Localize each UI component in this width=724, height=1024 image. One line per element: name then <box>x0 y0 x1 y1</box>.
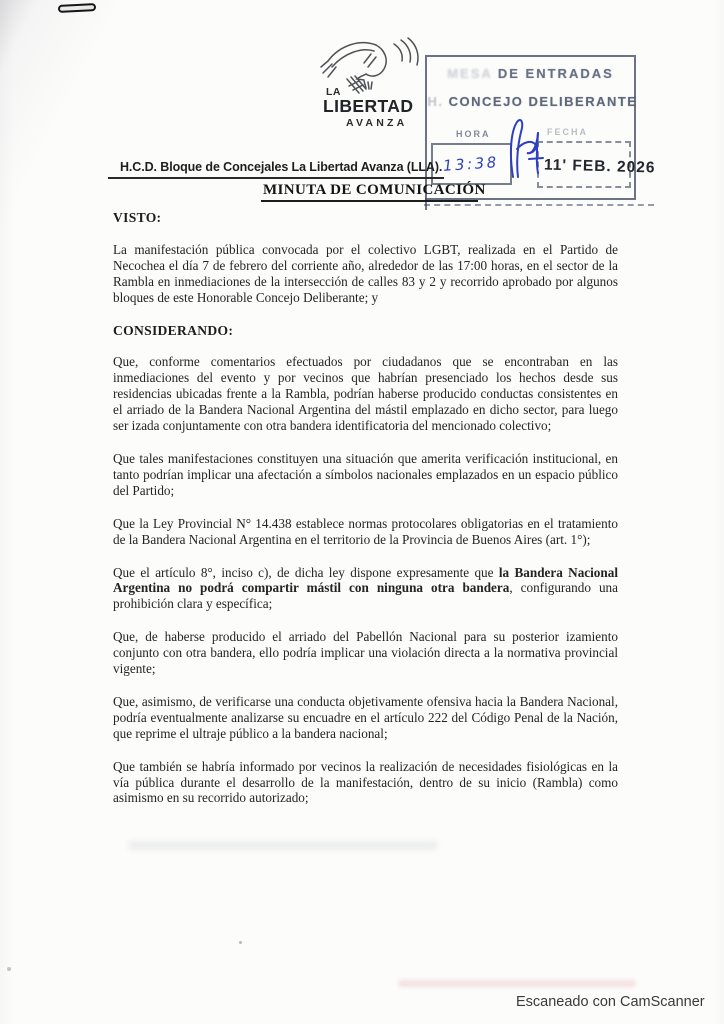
body-paragraph: Que, asimismo, de verificarse una conducta objetivamente ofensiva hacia la Bandera Nacional, podría eventualmente analizarse su encuadre en el artículo 222 del Código Penal de la Nación, que reprime el ultraje público a la bandera nacional; <box>113 693 618 741</box>
stamp-hora-label: HORA <box>456 129 491 139</box>
logo-text-avanza: AVANZA <box>346 117 408 129</box>
stamp-fecha-box <box>537 141 656 188</box>
stamp-fecha-label: FECHA <box>547 127 588 137</box>
body-paragraph: Que también se habría informado por vecinos la realización de necesidades fisiológicas en la vía pública durante el desarrollo de la manifestación, dentro de su inicio (Rambla) como asimismo en su recorrido autorizado; <box>113 758 618 806</box>
body-paragraph: Que tales manifestaciones constituyen una situación que amerita verificación institucional, en tanto podrían implicar una afectación a símbolos nacionales emplazados en un espacio público del Partido; <box>113 450 618 498</box>
body-paragraph: Que la Ley Provincial N° 14.438 establece normas protocolares obligatorias en el tratamiento de la Bandera Nacional Argentina en el territorio de la Provincia de Buenos Aires (art. 1°); <box>113 515 618 547</box>
visto-label: VISTO: <box>113 210 162 225</box>
scan-speck <box>239 941 242 944</box>
stamp-line1: MESA DE ENTRADAS <box>447 66 614 81</box>
document-body <box>113 210 618 823</box>
office-header-underline <box>108 177 444 179</box>
body-paragraph: Que el artículo 8°, inciso c), de dicha ley dispone expresamente que la Bandera Nacional Argentina no podrá compartir mástil con ninguna otra bandera, configurando una prohibición clara y específica; <box>113 564 618 612</box>
party-logo <box>313 36 425 138</box>
considerando-label: CONSIDERANDO: <box>113 322 234 338</box>
logo-text-libertad: LIBERTAD <box>323 96 414 116</box>
pen-mark-artifact <box>58 3 96 13</box>
body-paragraph: Que, de haberse producido el arriado del Pabellón Nacional para su posterior izamiento conjunto con otra bandera, ello podría implicar una violación directa a la normativa provincial vigente; <box>113 629 618 677</box>
date-stamp: 11' FEB. 2026 <box>543 156 656 177</box>
entry-stamp <box>425 55 656 200</box>
visto-paragraph: La manifestación pública convocada por el colectivo LGBT, realizada en el Partido de Necochea el día 7 de febrero del corriente año, alrededor de las 17:00 horas, en el sector de la Rambla en inmediaciones de la intersección de calles 83 y 2 y recorrido aprobado por algunos bloques de este Honorable Concejo Deliberante; y <box>113 241 618 305</box>
camscanner-watermark: Escaneado con CamScanner <box>516 994 705 1010</box>
handwritten-initials-icon <box>503 115 549 191</box>
office-header-line: H.C.D. Bloque de Concejales La Libertad Avanza (LLA). <box>120 160 443 174</box>
handwritten-time: 13:38 <box>442 153 500 175</box>
stamp-line2: H. CONCEJO DELIBERANTE <box>427 94 638 109</box>
logo-text-la: LA <box>326 86 341 98</box>
document-title-underline <box>261 200 478 202</box>
scan-smudge-pink <box>398 980 636 987</box>
document-title: MINUTA DE COMUNICACIÓN <box>263 182 486 198</box>
scan-smudge <box>128 841 438 850</box>
body-paragraph: Que, conforme comentarios efectuados por ciudadanos que se encontraban en las inmediaciones del evento y por vecinos que habrían presenciado los hechos desde sus residencias ubicadas frente a la Rambla, podrían haberse producido conductas consistentes en el arriado de la Bandera Nacional Argentina del mástil emplazado en dicho sector, para luego ser izada conjuntamente con otra bandera identificatoria del mencionado colectivo; <box>113 354 618 434</box>
stamp-border-artifact <box>424 204 654 206</box>
scan-speck <box>7 967 11 971</box>
